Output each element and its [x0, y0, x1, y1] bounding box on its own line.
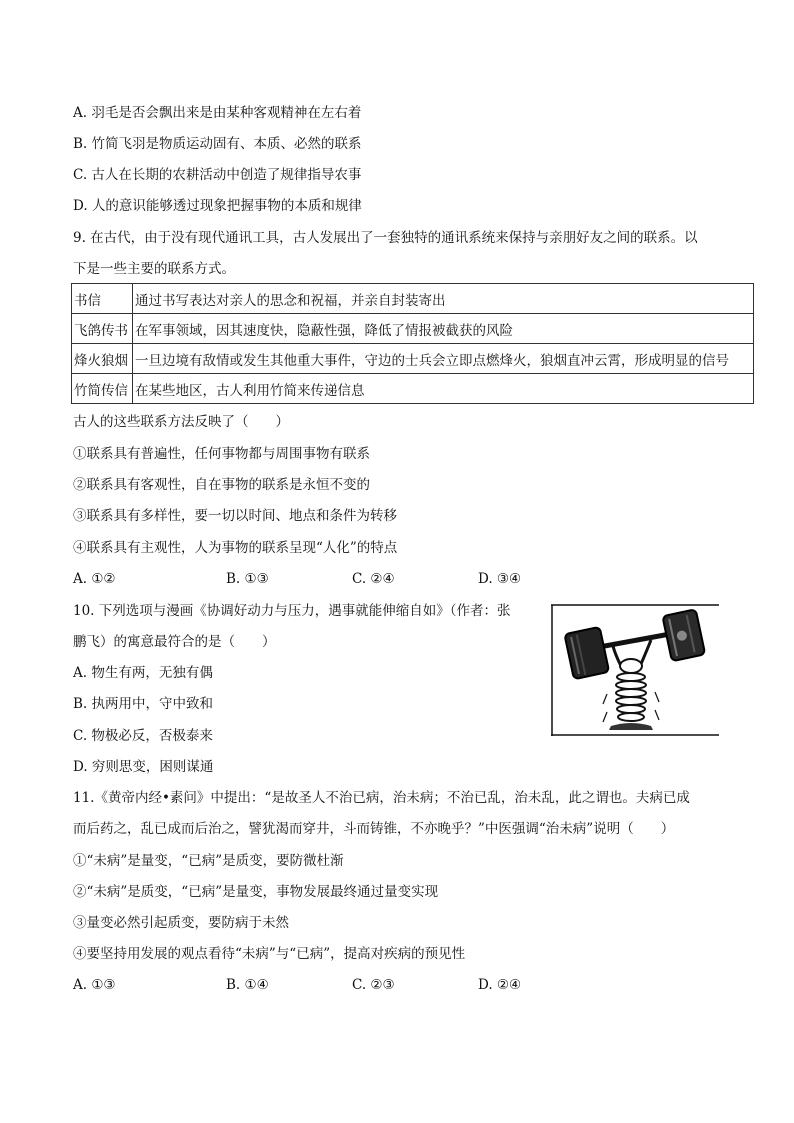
q11-item-3: ③量变必然引起质变，要防病于未然 — [73, 915, 289, 931]
q9-choices — [73, 569, 573, 589]
table-cell-method: 飞鸽传书 — [72, 314, 133, 344]
q9-contact-methods-table — [71, 283, 754, 404]
table-cell-method: 烽火狼烟 — [72, 344, 133, 374]
q9-item-2: ②联系具有客观性，自在事物的联系是永恒不变的 — [73, 477, 370, 493]
cartoon-spring-barbell-image — [551, 604, 719, 736]
q11-choice-b: B. ①④ — [226, 977, 269, 993]
table-cell-method: 书信 — [72, 284, 133, 314]
table-row — [72, 284, 754, 314]
q11-item-4: ④要坚持用发展的观点看待“未病”与“已病”，提高对疾病的预见性 — [73, 946, 466, 962]
q9-stem-line2: 下是一些主要的联系方式。 — [73, 261, 235, 277]
q11-choice-a: A. ①③ — [73, 977, 116, 993]
q11-stem-line1: 11.《黄帝内经•素问》中提出：“是故圣人不治已病，治未病；不治已乱，治未乱，此之谓也。夫病已成 — [73, 790, 690, 806]
table-cell-desc: 通过书写表达对亲人的思念和祝福，并亲自封装寄出 — [133, 284, 754, 314]
q9-choice-c: C. ②④ — [352, 571, 395, 587]
q8-option-b: B. 竹简飞羽是物质运动固有、本质、必然的联系 — [73, 136, 362, 152]
q11-choice-d: D. ②④ — [478, 977, 522, 993]
table-cell-desc: 在某些地区，古人利用竹简来传递信息 — [133, 374, 754, 404]
q9-question: 古人的这些联系方法反映了（ ） — [73, 414, 289, 430]
q8-option-d: D. 人的意识能够透过现象把握事物的本质和规律 — [73, 198, 362, 214]
q9-choice-b: B. ①③ — [226, 571, 269, 587]
table-row — [72, 374, 754, 404]
q10-option-a: A. 物生有两，无独有偶 — [73, 665, 213, 681]
q11-choices — [73, 975, 573, 995]
q11-choice-c: C. ②③ — [352, 977, 395, 993]
q9-choice-a: A. ①② — [73, 571, 116, 587]
q9-choice-d: D. ③④ — [478, 571, 522, 587]
q10-option-b: B. 执两用中，守中致和 — [73, 696, 214, 712]
table-cell-desc: 在军事领域，因其速度快，隐蔽性强，降低了情报被截获的风险 — [133, 314, 754, 344]
table-cell-desc: 一旦边境有敌情或发生其他重大事件，守边的士兵会立即点燃烽火，狼烟直冲云霄，形成明显的信号 — [133, 344, 754, 374]
q8-option-a: A. 羽毛是否会飘出来是由某种客观精神在左右着 — [73, 105, 362, 121]
q9-stem-line1: 9. 在古代，由于没有现代通讯工具，古人发展出了一套独特的通讯系统来保持与亲朋好友之间的联系。以 — [73, 230, 698, 246]
q9-item-4: ④联系具有主观性，人为事物的联系呈现“人化”的特点 — [73, 540, 398, 556]
q10-option-c: C. 物极必反，否极泰来 — [73, 728, 213, 744]
q10-stem-line1: 10. 下列选项与漫画《协调好动力与压力，遇事就能伸缩自如》（作者：张 — [73, 603, 511, 619]
q11-item-1: ①“未病”是量变，“已病”是质变，要防微杜渐 — [73, 853, 344, 869]
q11-item-2: ②“未病”是质变，“已病”是量变，事物发展最终通过量变实现 — [73, 884, 439, 900]
q9-item-1: ①联系具有普遍性，任何事物都与周围事物有联系 — [73, 446, 370, 462]
table-cell-method: 竹简传信 — [72, 374, 133, 404]
table-row — [72, 344, 754, 374]
q9-item-3: ③联系具有多样性，要一切以时间、地点和条件为转移 — [73, 508, 397, 524]
q10-option-d: D. 穷则思变，困则谋通 — [73, 759, 214, 775]
q8-option-c: C. 古人在长期的农耕活动中创造了规律指导农事 — [73, 167, 362, 183]
q10-stem-line2: 鹏飞）的寓意最符合的是（ ） — [73, 634, 276, 650]
q11-stem-line2: 而后药之，乱已成而后治之，譬犹渴而穿井，斗而铸锥，不亦晚乎？”中医强调“治未病”说明（ ） — [73, 821, 675, 837]
table-row — [72, 314, 754, 344]
